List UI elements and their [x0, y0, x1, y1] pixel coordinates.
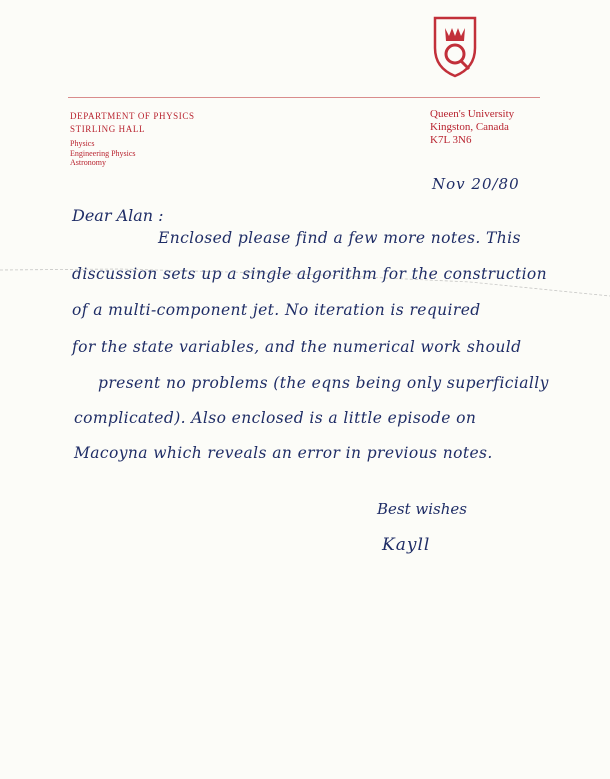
department-name: DEPARTMENT OF PHYSICS [70, 111, 195, 121]
letter-signature: Kayll [382, 535, 431, 555]
university-city: Kingston, Canada [430, 121, 509, 133]
university-address [430, 108, 514, 147]
body-line: present no problems (the eqns being only superficially [98, 374, 549, 392]
university-name: Queen's University [430, 108, 515, 120]
department-block [70, 110, 195, 168]
program-physics: Physics [70, 139, 95, 148]
building-name: STIRLING HALL [70, 124, 146, 134]
body-line: of a multi-component jet. No iteration is required [72, 301, 481, 319]
body-line: Enclosed please find a few more notes. This [158, 229, 521, 247]
body-line: discussion sets up a single algorithm for the construction [72, 265, 548, 283]
letterhead-rule [68, 97, 540, 98]
letter-salutation: Dear Alan : [72, 206, 164, 225]
letter-closing: Best wishes [377, 500, 467, 518]
program-astronomy: Astronomy [70, 158, 106, 167]
body-line: complicated). Also enclosed is a little episode on [74, 409, 477, 427]
paper-fold-line [0, 266, 610, 306]
body-line: Macoyna which reveals an error in previous notes. [74, 444, 493, 462]
queens-crest-icon [431, 14, 479, 78]
program-engineering-physics: Engineering Physics [70, 148, 136, 158]
letter-date: Nov 20/80 [432, 175, 520, 193]
body-line: for the state variables, and the numerical work should [72, 338, 522, 356]
university-postal-code: K7L 3N6 [430, 134, 472, 146]
